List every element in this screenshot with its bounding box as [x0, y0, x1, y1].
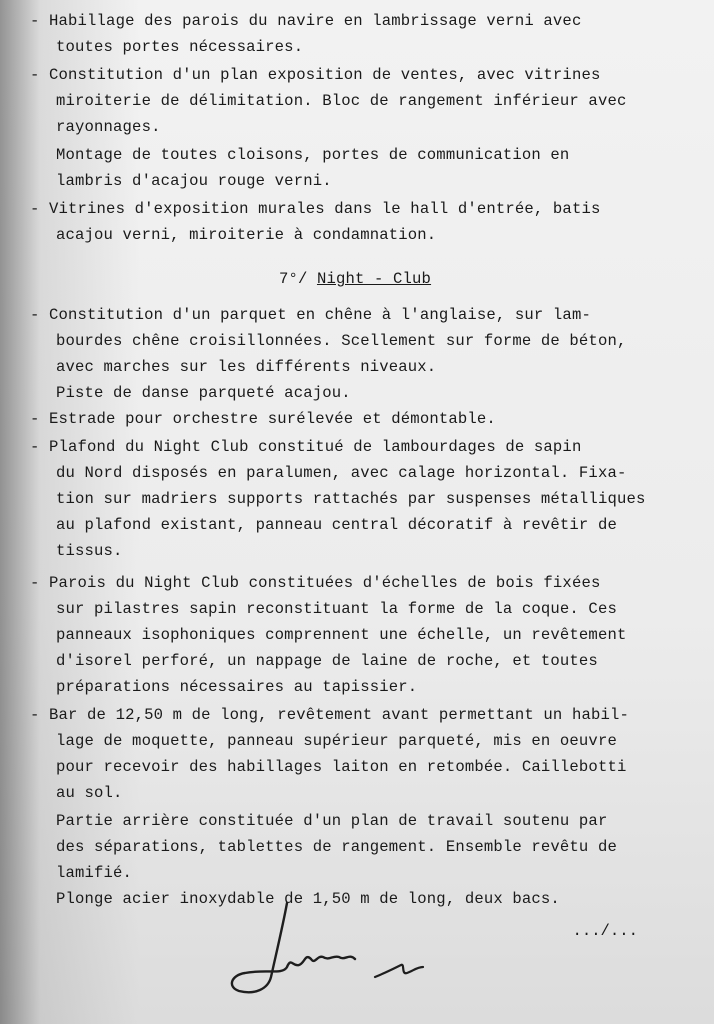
- text-line: lambris d'acajou rouge verni.: [56, 172, 332, 190]
- text-line: au plafond existant, panneau central décoratif à revêtir de: [56, 516, 617, 534]
- text-line: rayonnages.: [56, 118, 161, 136]
- text-line: pour recevoir des habillages laiton en retombée. Caillebotti: [56, 758, 627, 776]
- text-line: tissus.: [56, 542, 123, 560]
- text-line: - Vitrines d'exposition murales dans le hall d'entrée, batis: [30, 200, 601, 218]
- section-heading: [30, 266, 680, 292]
- text-line: - Estrade pour orchestre surélevée et démontable.: [30, 410, 496, 428]
- text-line: - Habillage des parois du navire en lambrissage verni avec: [30, 12, 582, 30]
- text-line: Plonge acier inoxydable de 1,50 m de long, deux bacs.: [56, 890, 560, 908]
- text-line: d'isorel perforé, un nappage de laine de roche, et toutes: [56, 652, 598, 670]
- text-line: acajou verni, miroiterie à condamnation.: [56, 226, 437, 244]
- text-line: - Constitution d'un plan exposition de ventes, avec vitrines: [30, 66, 601, 84]
- section-number: 7°/: [278, 270, 317, 288]
- text-line: bourdes chêne croisillonnées. Scellement sur forme de béton,: [56, 332, 627, 350]
- text-line: - Constitution d'un parquet en chêne à l'anglaise, sur lam-: [30, 306, 591, 324]
- text-line: Montage de toutes cloisons, portes de communication en: [56, 146, 570, 164]
- text-line: - Plafond du Night Club constitué de lambourdages de sapin: [30, 438, 582, 456]
- continuation-mark: .../...: [572, 922, 638, 940]
- text-line: Partie arrière constituée d'un plan de travail soutenu par: [56, 812, 608, 830]
- text-line: Piste de danse parqueté acajou.: [56, 384, 351, 402]
- text-line: - Bar de 12,50 m de long, revêtement avant permettant un habil-: [30, 706, 629, 724]
- text-line: toutes portes nécessaires.: [56, 38, 304, 56]
- text-line: lage de moquette, panneau supérieur parqueté, mis en oeuvre: [56, 732, 617, 750]
- text-line: avec marches sur les différents niveaux.: [56, 358, 437, 376]
- text-line: tion sur madriers supports rattachés par suspenses métalliques: [56, 490, 646, 508]
- text-line: lamifié.: [56, 864, 133, 882]
- text-line: du Nord disposés en paralumen, avec calage horizontal. Fixa-: [56, 464, 627, 482]
- text-line: - Parois du Night Club constituées d'échelles de bois fixées: [30, 574, 601, 592]
- text-line: miroiterie de délimitation. Bloc de rangement inférieur avec: [56, 92, 627, 110]
- text-line: sur pilastres sapin reconstituant la forme de la coque. Ces: [56, 600, 617, 618]
- text-line: panneaux isophoniques comprennent une échelle, un revêtement: [56, 626, 627, 644]
- text-line: au sol.: [56, 784, 123, 802]
- signature: [225, 895, 465, 1005]
- text-line: des séparations, tablettes de rangement. Ensemble revêtu de: [56, 838, 617, 856]
- text-line: préparations nécessaires au tapissier.: [56, 678, 418, 696]
- section-title: Night - Club: [316, 270, 432, 288]
